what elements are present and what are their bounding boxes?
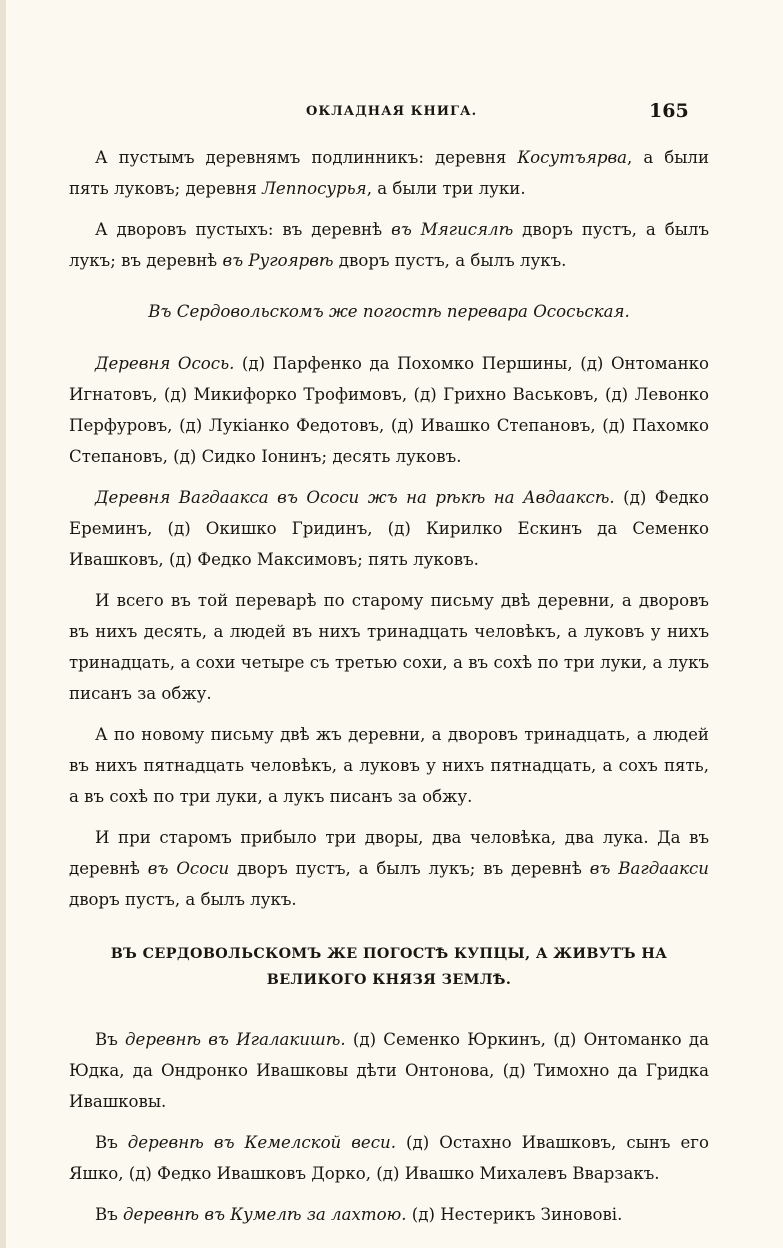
- paragraph-village-osos: [69, 348, 709, 472]
- village-name: деревнѣ въ Кумелѣ за лахтою.: [123, 1205, 407, 1224]
- text-run: дворъ пустъ, а былъ лукъ; въ деревнѣ: [69, 220, 709, 270]
- text-run: Въ: [95, 1133, 128, 1152]
- village-name: Деревня Осось.: [95, 354, 235, 373]
- text-run: (д) Семенко Юркинъ, (д) Онтоманко да Юдка, да Ондронко Ивашковы дѣти Онтонова, (д) Тимохно да Гридка Ивашковы.: [69, 1030, 710, 1111]
- village-name: въ Мягисялѣ: [391, 220, 514, 239]
- village-name: Леппосурья: [262, 179, 367, 198]
- paragraph-new-census-total: А по новому письму двѣ жъ деревни, а дворовъ тринадцать, а людей въ нихъ пятнадцать человѣкъ, а луковъ у нихъ пятнадцать, а сохъ пять, а въ сохѣ по три луки, а лукъ писанъ за обжу.: [69, 725, 709, 806]
- village-name: въ Ругоярвѣ: [222, 251, 334, 270]
- text-run: А пустымъ деревнямъ подлинникъ: деревня: [95, 148, 518, 167]
- text-run: дворъ пустъ, а былъ лукъ; въ деревнѣ: [229, 859, 590, 878]
- village-name: Косутъярва: [517, 148, 628, 167]
- paragraph-difference: [69, 822, 709, 915]
- paragraph-deserted-villages: [69, 142, 709, 204]
- text-run: Въ: [95, 1030, 125, 1049]
- paragraph-village-vagdaaksa: [69, 482, 709, 575]
- body-text: [69, 142, 709, 1240]
- section-heading-ososskaya: Въ Сердовольскомъ же погостѣ перевара Ососьская.: [148, 302, 630, 321]
- village-name: Деревня Вагдаакса въ Ососи жъ на рѣкѣ на Авдааксѣ.: [95, 488, 615, 507]
- page-number: 165: [649, 100, 689, 122]
- paragraph-deserted-yards: [69, 214, 709, 276]
- text-run: (д) Федко Ереминъ, (д) Окишко Гридинъ, (д) Кирилко Ескинъ да Семенко Ивашковъ, (д) Федко Максимовъ; пять луковъ.: [69, 488, 709, 569]
- village-name: въ Ососи: [147, 859, 230, 878]
- text-run: дворъ пустъ, а былъ лукъ.: [69, 890, 297, 909]
- text-run: , а были пять луковъ; деревня: [69, 148, 710, 198]
- text-run: (д) Парфенко да Похомко Першины, (д) Онтоманко Игнатовъ, (д) Микифорко Трофимовъ, (д) Грихно Васьковъ, (д) Левонко Перфуровъ, (д) Лукіанко Федотовъ, (д) Ивашко Степановъ, (д) Пахомко Степановъ, (д) Сидко Іонинъ; десять луковъ.: [69, 354, 709, 466]
- text-run: Въ: [95, 1205, 124, 1224]
- paragraph-village-kemel: [69, 1127, 709, 1189]
- village-name: въ Вагдаакси: [589, 859, 709, 878]
- text-run: , а были три луки.: [366, 179, 526, 198]
- text-run: (д) Нестерикъ Зиновові.: [406, 1205, 623, 1224]
- text-run: дворъ пустъ, а былъ лукъ.: [333, 251, 567, 270]
- paragraph-village-igalakish: [69, 1024, 709, 1117]
- running-title: ОКЛАДНАЯ КНИГА.: [306, 104, 478, 119]
- section-heading-merchants: ВЪ СЕРДОВОЛЬСКОМЪ ЖЕ ПОГОСТѢ КУПЦЫ, А ЖИВУТЪ НА ВЕЛИКОГО КНЯЗЯ ЗЕМЛѢ.: [110, 946, 668, 988]
- village-name: деревнѣ въ Кемелской веси.: [127, 1133, 397, 1152]
- paragraph-village-kumel: [69, 1199, 709, 1230]
- paragraph-old-census-total: И всего въ той переварѣ по старому письму двѣ деревни, а дворовъ въ нихъ десять, а людей въ нихъ тринадцать человѣкъ, а луковъ у нихъ тринадцать, а сохи четыре съ третью сохи, а въ сохѣ по три луки, а лукъ писанъ за обжу.: [69, 591, 709, 703]
- text-run: (д) Остахно Ивашковъ, сынъ его Яшко, (д) Федко Ивашковъ Дорко, (д) Ивашко Михалевъ Вварзакъ.: [69, 1133, 709, 1183]
- text-run: А дворовъ пустыхъ: въ деревнѣ: [95, 220, 392, 239]
- text-run: И при старомъ прибыло три дворы, два человѣка, два лука. Да въ деревнѣ: [69, 828, 709, 878]
- village-name: деревнѣ въ Игалакишѣ.: [125, 1030, 346, 1049]
- page-header: [6, 100, 783, 130]
